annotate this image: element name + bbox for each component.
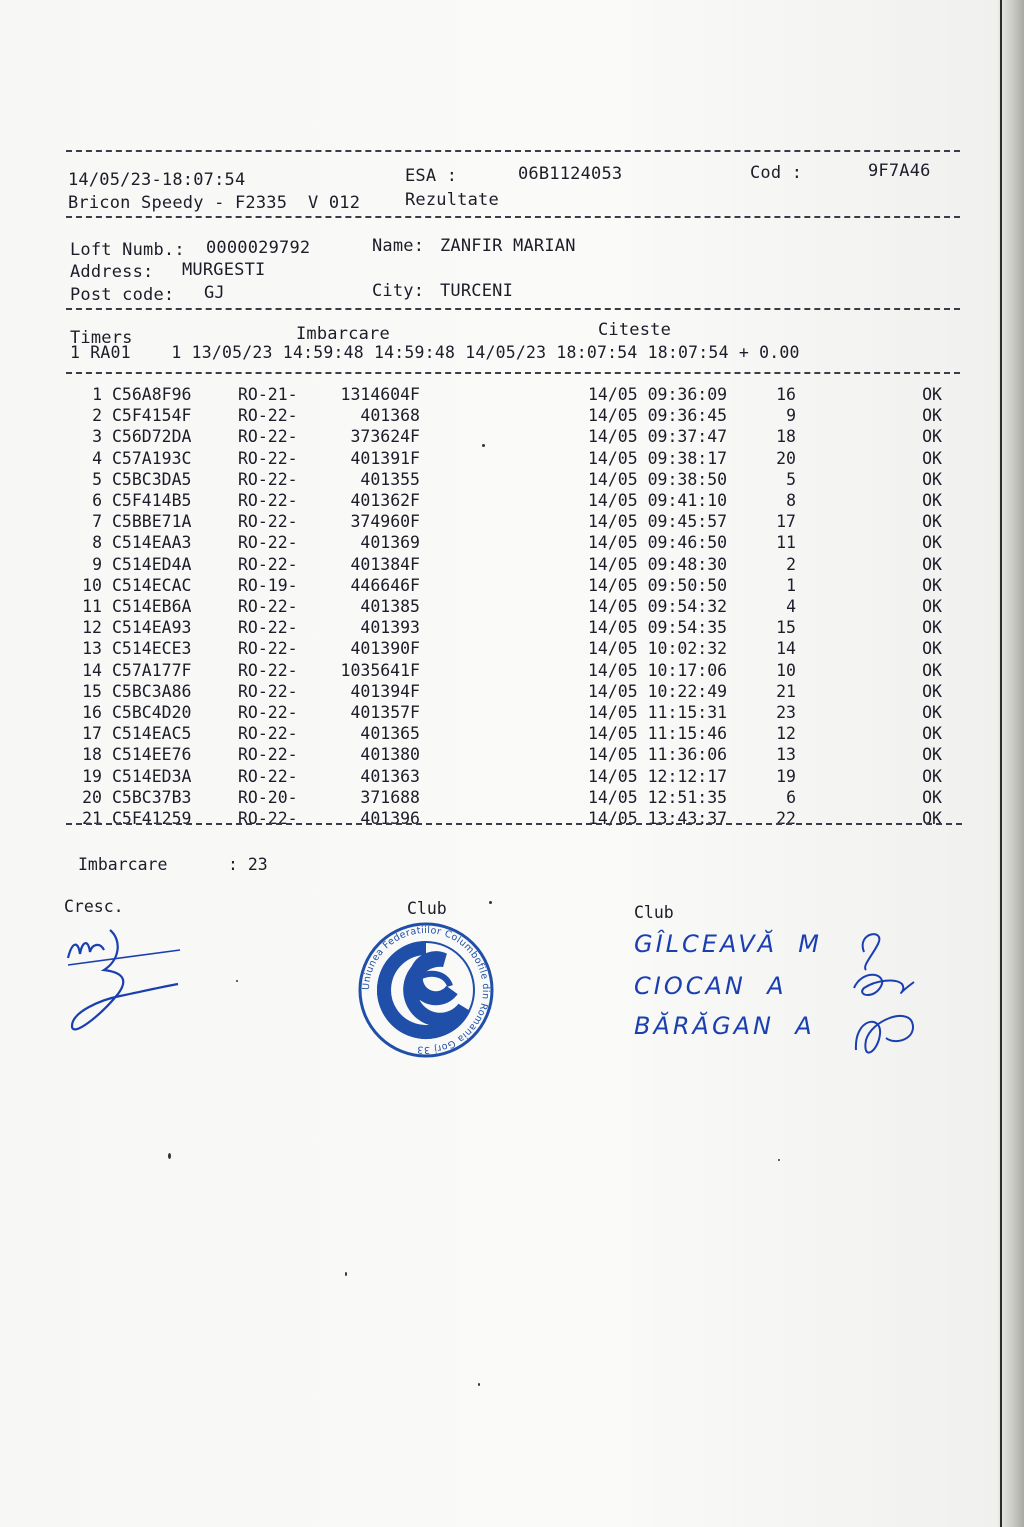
arrival-time: 14/05 09:41:10 (588, 491, 728, 510)
arrival-time: 14/05 12:51:35 (588, 787, 728, 807)
imbarcare-total-label: Imbarcare (78, 855, 168, 874)
esa-label: ESA : (405, 166, 458, 186)
ring-prefix: RO-22- (238, 639, 298, 659)
table-row (0, 788, 1000, 809)
status-text: OK (922, 469, 942, 489)
chip-id: C514EE76 (112, 745, 192, 765)
row-index: 7 (92, 512, 102, 532)
arrival-time: 14/05 13:43:37 (588, 809, 728, 828)
status-text: OK (922, 703, 942, 722)
status-text: OK (922, 724, 942, 744)
rank-number: 6 (786, 787, 796, 807)
arrival-time: 14/05 09:54:32 (588, 597, 728, 616)
rank-number: 8 (786, 491, 796, 510)
arrival-time: 14/05 09:54:35 (588, 618, 728, 638)
address-value: MURGESTI (182, 260, 266, 280)
row-index: 8 (92, 533, 102, 553)
ring-number: 401385 (360, 597, 420, 616)
speck (489, 901, 492, 904)
chip-id: C5BC37B3 (112, 787, 192, 807)
divider (66, 823, 962, 825)
status-text: OK (922, 787, 942, 807)
status-text: OK (922, 660, 942, 680)
status-text: OK (922, 448, 942, 468)
arrival-time: 14/05 10:22:49 (588, 681, 728, 701)
speck (168, 1153, 171, 1159)
arrival-time: 14/05 10:02:32 (588, 639, 728, 659)
row-index: 18 (82, 745, 102, 765)
city-value: TURCENI (440, 281, 514, 301)
rank-number: 10 (776, 660, 796, 680)
speck (236, 980, 238, 982)
divider (66, 372, 960, 374)
table-row (0, 724, 1000, 745)
table-row (0, 618, 1000, 639)
table-row (0, 449, 1000, 470)
row-index: 16 (82, 703, 102, 722)
status-text: OK (922, 512, 942, 532)
committee-signatures (826, 922, 936, 1072)
status-text: OK (922, 766, 942, 786)
row-index: 10 (82, 575, 102, 595)
chip-id: C57A193C (112, 448, 192, 468)
rank-number: 5 (786, 469, 796, 489)
arrival-time: 14/05 09:48:30 (588, 554, 728, 574)
chip-id: C5BC4D20 (112, 703, 192, 722)
committee-member-name: BĂRĂGAN A (634, 1012, 815, 1040)
arrival-time: 14/05 12:12:17 (588, 766, 728, 786)
ring-prefix: RO-22- (238, 533, 298, 553)
postcode-value: GJ (204, 283, 225, 303)
table-row (0, 512, 1000, 533)
cod-value: 9F7A46 (868, 161, 931, 181)
ring-number: 401369 (360, 533, 420, 553)
rank-number: 16 (776, 385, 796, 404)
ring-prefix: RO-22- (238, 681, 298, 701)
ring-number: 401394F (350, 681, 420, 701)
table-row (0, 470, 1000, 491)
arrival-time: 14/05 09:50:50 (588, 575, 728, 595)
imbarcare-header: Imbarcare (296, 324, 390, 344)
ring-number: 401390F (350, 639, 420, 659)
ring-number: 401384F (350, 554, 420, 574)
arrival-time: 14/05 09:45:57 (588, 512, 728, 532)
loft-number: 0000029792 (206, 238, 311, 258)
row-index: 13 (82, 639, 102, 659)
ring-prefix: RO-22- (238, 724, 298, 744)
breeder-signature-label: Cresc. (64, 897, 124, 916)
row-index: 11 (82, 597, 102, 616)
esa-value: 06B1124053 (518, 164, 623, 184)
arrival-time: 14/05 09:37:47 (588, 427, 728, 447)
ring-number: 401391F (350, 448, 420, 468)
row-index: 3 (92, 427, 102, 447)
speck (345, 1272, 347, 1276)
rank-number: 11 (776, 533, 796, 553)
rank-number: 22 (776, 809, 796, 828)
row-index: 2 (92, 406, 102, 426)
rank-number: 9 (786, 406, 796, 426)
rank-number: 14 (776, 639, 796, 659)
ring-number: 401396 (360, 809, 420, 828)
device-name: Bricon Speedy - F2335 V 012 (68, 193, 361, 213)
status-text: OK (922, 639, 942, 659)
ring-number: 401365 (360, 724, 420, 744)
chip-id: C514ECE3 (112, 639, 192, 659)
rank-number: 17 (776, 512, 796, 532)
ring-number: 373624F (350, 427, 420, 447)
arrival-time: 14/05 11:15:46 (588, 724, 728, 744)
arrival-time: 14/05 09:46:50 (588, 533, 728, 553)
table-row (0, 491, 1000, 512)
ring-number: 401355 (360, 469, 420, 489)
rank-number: 13 (776, 745, 796, 765)
ring-prefix: RO-22- (238, 766, 298, 786)
ring-prefix: RO-22- (238, 554, 298, 574)
svg-text:Uniunea Federatiilor Columbofi: Uniunea Federatiilor Columbofile din Romania Gorj 33 (360, 924, 492, 1056)
table-row (0, 703, 1000, 724)
fancier-name: ZANFIR MARIAN (440, 236, 576, 256)
row-index: 21 (82, 809, 102, 828)
speck (478, 1383, 480, 1386)
table-row (0, 385, 1000, 406)
ring-number: 371688 (360, 787, 420, 807)
table-row (0, 406, 1000, 427)
ring-number: 1314604F (340, 385, 420, 404)
ring-prefix: RO-22- (238, 809, 298, 828)
arrival-time: 14/05 09:36:45 (588, 406, 728, 426)
chip-id: C514EAA3 (112, 533, 192, 553)
rank-number: 12 (776, 724, 796, 744)
ring-prefix: RO-22- (238, 597, 298, 616)
club-stamp (356, 920, 496, 1060)
row-index: 20 (82, 787, 102, 807)
arrival-time: 14/05 11:36:06 (588, 745, 728, 765)
status-text: OK (922, 575, 942, 595)
rank-number: 1 (786, 575, 796, 595)
print-datetime: 14/05/23-18:07:54 (68, 170, 246, 190)
rank-number: 18 (776, 427, 796, 447)
rank-number: 2 (786, 554, 796, 574)
ring-prefix: RO-22- (238, 427, 298, 447)
chip-id: C5F414B5 (112, 491, 192, 510)
imbarcare-total-value: : 23 (228, 855, 268, 874)
rank-number: 21 (776, 681, 796, 701)
row-index: 17 (82, 724, 102, 744)
status-text: OK (922, 427, 942, 447)
ring-prefix: RO-22- (238, 660, 298, 680)
chip-id: C514EB6A (112, 597, 192, 616)
committee-member-name: GÎLCEAVĂ M (634, 930, 822, 958)
chip-id: C5F4154F (112, 406, 192, 426)
speck (778, 1159, 780, 1161)
status-text: OK (922, 809, 942, 828)
page-edge-line (1000, 0, 1002, 1527)
arrival-time: 14/05 10:17:06 (588, 660, 728, 680)
name-label: Name: (372, 236, 425, 256)
speck (482, 444, 485, 447)
row-index: 14 (82, 660, 102, 680)
row-index: 5 (92, 469, 102, 489)
postcode-label: Post code: (70, 285, 175, 305)
arrival-time: 14/05 09:38:50 (588, 469, 728, 489)
row-index: 6 (92, 491, 102, 510)
ring-number: 401368 (360, 406, 420, 426)
city-label: City: (372, 281, 425, 301)
table-row (0, 555, 1000, 576)
rank-number: 20 (776, 448, 796, 468)
committee-member-name: CIOCAN A (634, 972, 787, 1000)
citeste-header: Citeste (598, 320, 672, 340)
row-index: 12 (82, 618, 102, 638)
chip-id: C514ECAC (112, 575, 192, 595)
chip-id: C57A177F (112, 660, 192, 680)
ring-prefix: RO-22- (238, 406, 298, 426)
table-row (0, 533, 1000, 554)
chip-id: C5BC3DA5 (112, 469, 192, 489)
status-text: OK (922, 533, 942, 553)
row-index: 9 (92, 554, 102, 574)
ring-number: 401380 (360, 745, 420, 765)
divider (66, 308, 960, 310)
table-row (0, 809, 1000, 830)
arrival-time: 14/05 09:38:17 (588, 448, 728, 468)
row-index: 1 (92, 385, 102, 404)
table-row (0, 576, 1000, 597)
chip-id: C56D72DA (112, 427, 192, 447)
ring-prefix: RO-22- (238, 512, 298, 532)
ring-number: 1035641F (340, 660, 420, 680)
ring-number: 401362F (350, 491, 420, 510)
ring-prefix: RO-21- (238, 385, 298, 404)
loft-label: Loft Numb.: (70, 240, 185, 260)
ring-prefix: RO-22- (238, 448, 298, 468)
table-row (0, 639, 1000, 660)
chip-id: C514EAC5 (112, 724, 192, 744)
status-text: OK (922, 597, 942, 616)
ring-prefix: RO-22- (238, 745, 298, 765)
timer-line: 1 RA01 1 13/05/23 14:59:48 14:59:48 14/05/23 18:07:54 18:07:54 + 0.00 (70, 343, 800, 362)
table-row (0, 661, 1000, 682)
club-committee-label: Club (634, 903, 674, 922)
chip-id: C5BC3A86 (112, 681, 192, 701)
ring-number: 446646F (350, 575, 420, 595)
ring-prefix: RO-22- (238, 469, 298, 489)
ring-number: 401357F (350, 703, 420, 722)
status-text: OK (922, 554, 942, 574)
address-label: Address: (70, 262, 154, 282)
chip-id: C514ED3A (112, 766, 192, 786)
ring-prefix: RO-20- (238, 787, 298, 807)
rank-number: 23 (776, 703, 796, 722)
ring-prefix: RO-22- (238, 491, 298, 510)
table-row (0, 427, 1000, 448)
chip-id: C514ED4A (112, 554, 192, 574)
cod-label: Cod : (750, 163, 803, 183)
row-index: 15 (82, 681, 102, 701)
status-text: OK (922, 406, 942, 426)
arrival-time: 14/05 09:36:09 (588, 385, 728, 404)
ring-prefix: RO-22- (238, 703, 298, 722)
table-row (0, 682, 1000, 703)
ring-number: 401363 (360, 766, 420, 786)
timers-label: Timers (70, 328, 133, 348)
breeder-signature (60, 920, 190, 1050)
rank-number: 15 (776, 618, 796, 638)
chip-id: C5BBE71A (112, 512, 192, 532)
chip-id: C514EA93 (112, 618, 192, 638)
table-row (0, 745, 1000, 766)
status-text: OK (922, 681, 942, 701)
rank-number: 19 (776, 766, 796, 786)
chip-id: C5F41259 (112, 809, 192, 828)
status-text: OK (922, 491, 942, 510)
row-index: 4 (92, 448, 102, 468)
chip-id: C56A8F96 (112, 385, 192, 404)
report-title: Rezultate (405, 190, 499, 210)
status-text: OK (922, 618, 942, 638)
row-index: 19 (82, 766, 102, 786)
club-stamp-label: Club (407, 899, 447, 918)
divider (66, 150, 960, 152)
table-row (0, 597, 1000, 618)
ring-prefix: RO-19- (238, 575, 298, 595)
table-row (0, 767, 1000, 788)
ring-prefix: RO-22- (238, 618, 298, 638)
status-text: OK (922, 745, 942, 765)
rank-number: 4 (786, 597, 796, 616)
status-text: OK (922, 385, 942, 404)
ring-number: 401393 (360, 618, 420, 638)
ring-number: 374960F (350, 512, 420, 532)
divider (66, 216, 960, 218)
arrival-time: 14/05 11:15:31 (588, 703, 728, 722)
